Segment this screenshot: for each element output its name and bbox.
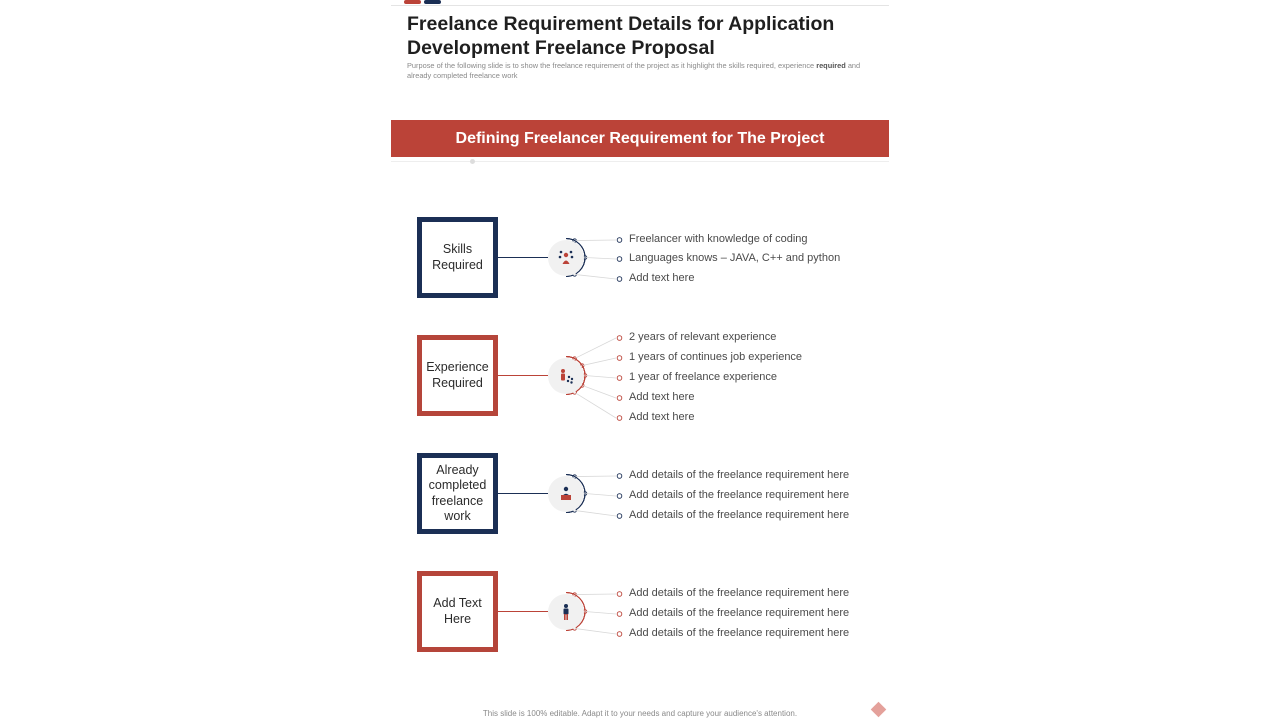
requirement-item: 1 years of continues job experience [629, 351, 803, 363]
requirement-box: Experience Required [417, 335, 498, 416]
spoke-line [585, 494, 616, 497]
requirement-box: Add Text Here [417, 571, 498, 652]
requirement-item: Add text here [629, 411, 695, 423]
spoke-line [582, 358, 616, 366]
bullet-marker [617, 514, 622, 519]
spoke-line [585, 258, 616, 260]
bullet-marker [617, 632, 622, 637]
spoke-line [575, 594, 616, 595]
requirement-item: Add details of the freelance requirement here [629, 587, 850, 599]
spoke-line [575, 510, 616, 516]
requirement-item: Add details of the freelance requirement here [629, 489, 850, 501]
bullet-marker [617, 612, 622, 617]
presenter-icon [557, 367, 575, 385]
bullet-marker [617, 336, 622, 341]
spoke-line [575, 628, 616, 634]
spoke-line [582, 385, 616, 398]
requirement-item: Add details of the freelance requirement here [629, 607, 850, 619]
requirement-item: Add text here [629, 272, 695, 284]
requirement-box: Already completed freelance work [417, 453, 498, 534]
requirement-item: Add details of the freelance requirement here [629, 509, 850, 521]
spoke-line [575, 240, 616, 241]
bullet-marker [617, 396, 622, 401]
page-subtitle: Purpose of the following slide is to show the freelance requirement of the project as it highlight the skills required, experience required and already completed freelance work [407, 61, 861, 80]
requirement-item: Add details of the freelance requirement here [629, 469, 850, 481]
bullet-marker [617, 376, 622, 381]
bullet-marker [617, 356, 622, 361]
team-icon [557, 249, 575, 267]
footer-note: This slide is 100% editable. Adapt it to your needs and capture your audience's attention. [482, 709, 798, 718]
bullet-marker [617, 277, 622, 282]
bullet-marker [617, 416, 622, 421]
section-banner: Defining Freelancer Requirement for The Project [391, 120, 889, 157]
bullet-marker [617, 238, 622, 243]
requirement-item: 1 year of freelance experience [629, 371, 777, 383]
spoke-line [585, 376, 616, 379]
spoke-line [575, 392, 616, 418]
spoke-line [575, 274, 616, 279]
spoke-line [585, 612, 616, 615]
spoke-line [575, 476, 616, 477]
bullet-marker [617, 592, 622, 597]
person-icon [557, 603, 575, 621]
bullet-marker [617, 494, 622, 499]
requirement-item: Add details of the freelance requirement here [629, 627, 850, 639]
worker-laptop-icon [557, 485, 575, 503]
requirement-item: Freelancer with knowledge of coding [629, 233, 808, 245]
bullet-marker [617, 257, 622, 262]
page-title: Freelance Requirement Details for Application Development Freelance Proposal [407, 13, 835, 59]
requirement-box: Skills Required [417, 217, 498, 298]
requirement-item: Languages knows – JAVA, C++ and python [629, 252, 841, 264]
bullet-marker [617, 474, 622, 479]
requirement-item: Add text here [629, 391, 695, 403]
spoke-line [575, 338, 616, 359]
requirement-item: 2 years of relevant experience [629, 331, 777, 343]
